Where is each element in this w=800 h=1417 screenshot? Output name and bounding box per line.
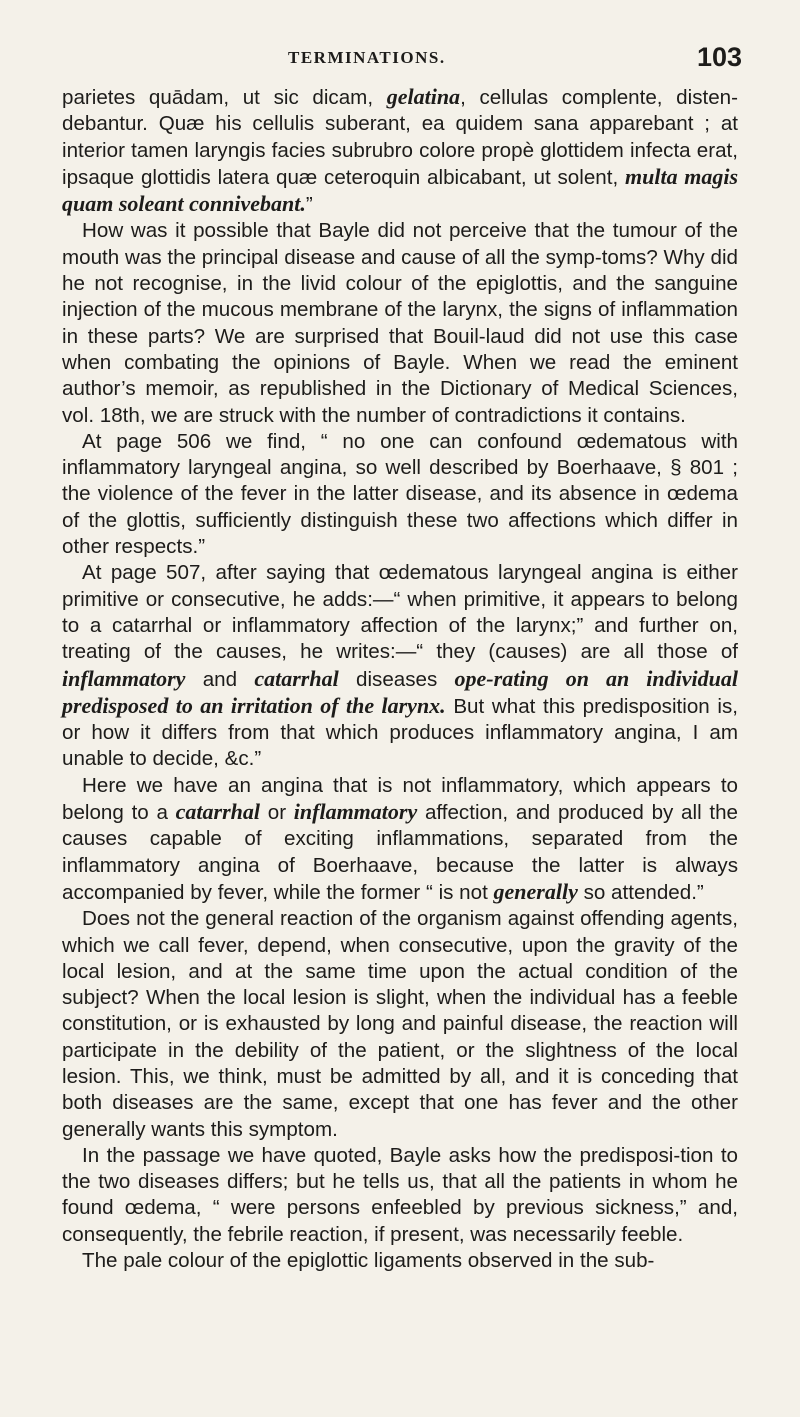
paragraph xyxy=(62,1248,738,1274)
paragraph xyxy=(62,218,738,428)
page-header xyxy=(0,42,800,82)
italic-text: gelatina xyxy=(386,84,461,109)
paragraph xyxy=(62,1143,738,1248)
italic-text: generally xyxy=(493,878,578,904)
paragraph xyxy=(62,84,738,218)
italic-text: ope-rating on an individual predisposed to an irritation of the larynx. xyxy=(62,665,738,718)
text-run: At page 507, after saying that œdematous laryngeal angina is either primitive or consecutive, he adds:—“ when primitive, it appears to belong to a catarrhal or inflammatory affection of the larynx;” and further on, treating of the causes, he writes:—“ they (causes) are all those of xyxy=(62,561,738,664)
text-run: ” xyxy=(305,193,313,217)
italic-text: catarrhal xyxy=(254,665,339,691)
text-run: diseases xyxy=(338,667,455,691)
body-text xyxy=(62,84,738,1274)
text-run: and xyxy=(185,667,255,691)
italic-text: catarrhal xyxy=(175,799,261,825)
text-run: The pale colour of the epiglottic ligaments observed in the sub- xyxy=(82,1249,655,1273)
italic-text: inflammatory xyxy=(62,665,186,691)
text-run: so attended.” xyxy=(577,880,704,904)
italic-text: inflammatory xyxy=(293,799,418,825)
text-run: , cellulas complente, disten-debantur. Quæ his cellulis suberant, ea quidem sana apparebant ; at interior tamen laryngis facies subrubro colore propè glottidem infecta erat, ipsaque glottidis latera quæ ceteroquin albicabant, ut solent, xyxy=(62,86,738,189)
paragraph xyxy=(62,773,738,906)
running-title: TERMINATIONS. xyxy=(288,48,446,67)
text-run: Does not the general reaction of the organism against offending agents, which we call fever, depend, when consecutive, upon the gravity of the local lesion, and at the same time upon the actual condition of the subject? When the local lesion is slight, when the individual has a feeble constitution, or is exhausted by long and painful disease, the reaction will participate in the debility of the patient, or the slightness of the local lesion. This, we think, must be admitted by all, and it is conceding that both diseases are the same, except that one has fever and the other generally wants this symptom. xyxy=(62,907,738,1141)
text-run: Here we have an angina that is not inflammatory, which appears to belong to a xyxy=(62,773,738,825)
text-run: In the passage we have quoted, Bayle asks how the predisposi-tion to the two diseases differs; but he tells us, that all the patients in whom he found œdema, “ were persons enfeebled by previous sickness,” and, consequently, the febrile reaction, if present, was necessarily feeble. xyxy=(62,1143,738,1246)
paragraph xyxy=(62,906,738,1143)
page-number: 103 xyxy=(696,42,742,72)
text-run: At page 506 we find, “ no one can confound œdematous with inflammatory laryngeal angina, so well described by Boerhaave, § 801 ; the violence of the fever in the latter disease, and its absence in œdema of the glottis, sufficiently distinguish these two affections which differ in other respects.” xyxy=(62,429,738,559)
italic-text: multa magis quam soleant connivebant. xyxy=(62,163,739,217)
text-run: How was it possible that Bayle did not perceive that the tumour of the mouth was the principal disease and cause of all the symp-toms? Why did he not recognise, in the livid colour of the epiglottis, and the sanguine injection of the mucous membrane of the larynx, the signs of inflammation in these parts? We are surprised that Bouil-laud did not use this case when combating the opinions of Bayle. When we read the eminent author’s memoir, as republished in the Dictionary of Medical Sciences, vol. 18th, we are struck with the number of contradictions it contains. xyxy=(62,219,738,427)
paragraph xyxy=(62,429,738,560)
text-run: But what this predisposition is, or how it differs from that which produces inflammatory angina, I am unable to decide, &c.” xyxy=(62,694,738,771)
text-run: affection, and produced by all the causes capable of exciting inflammations, separated from the inflammatory angina of Boerhaave, because the latter is always accompanied by fever, while the former “ is not xyxy=(62,801,738,904)
paragraph xyxy=(62,560,738,772)
text-run: parietes quādam, ut sic dicam, xyxy=(62,86,387,109)
text-run: or xyxy=(260,801,294,825)
